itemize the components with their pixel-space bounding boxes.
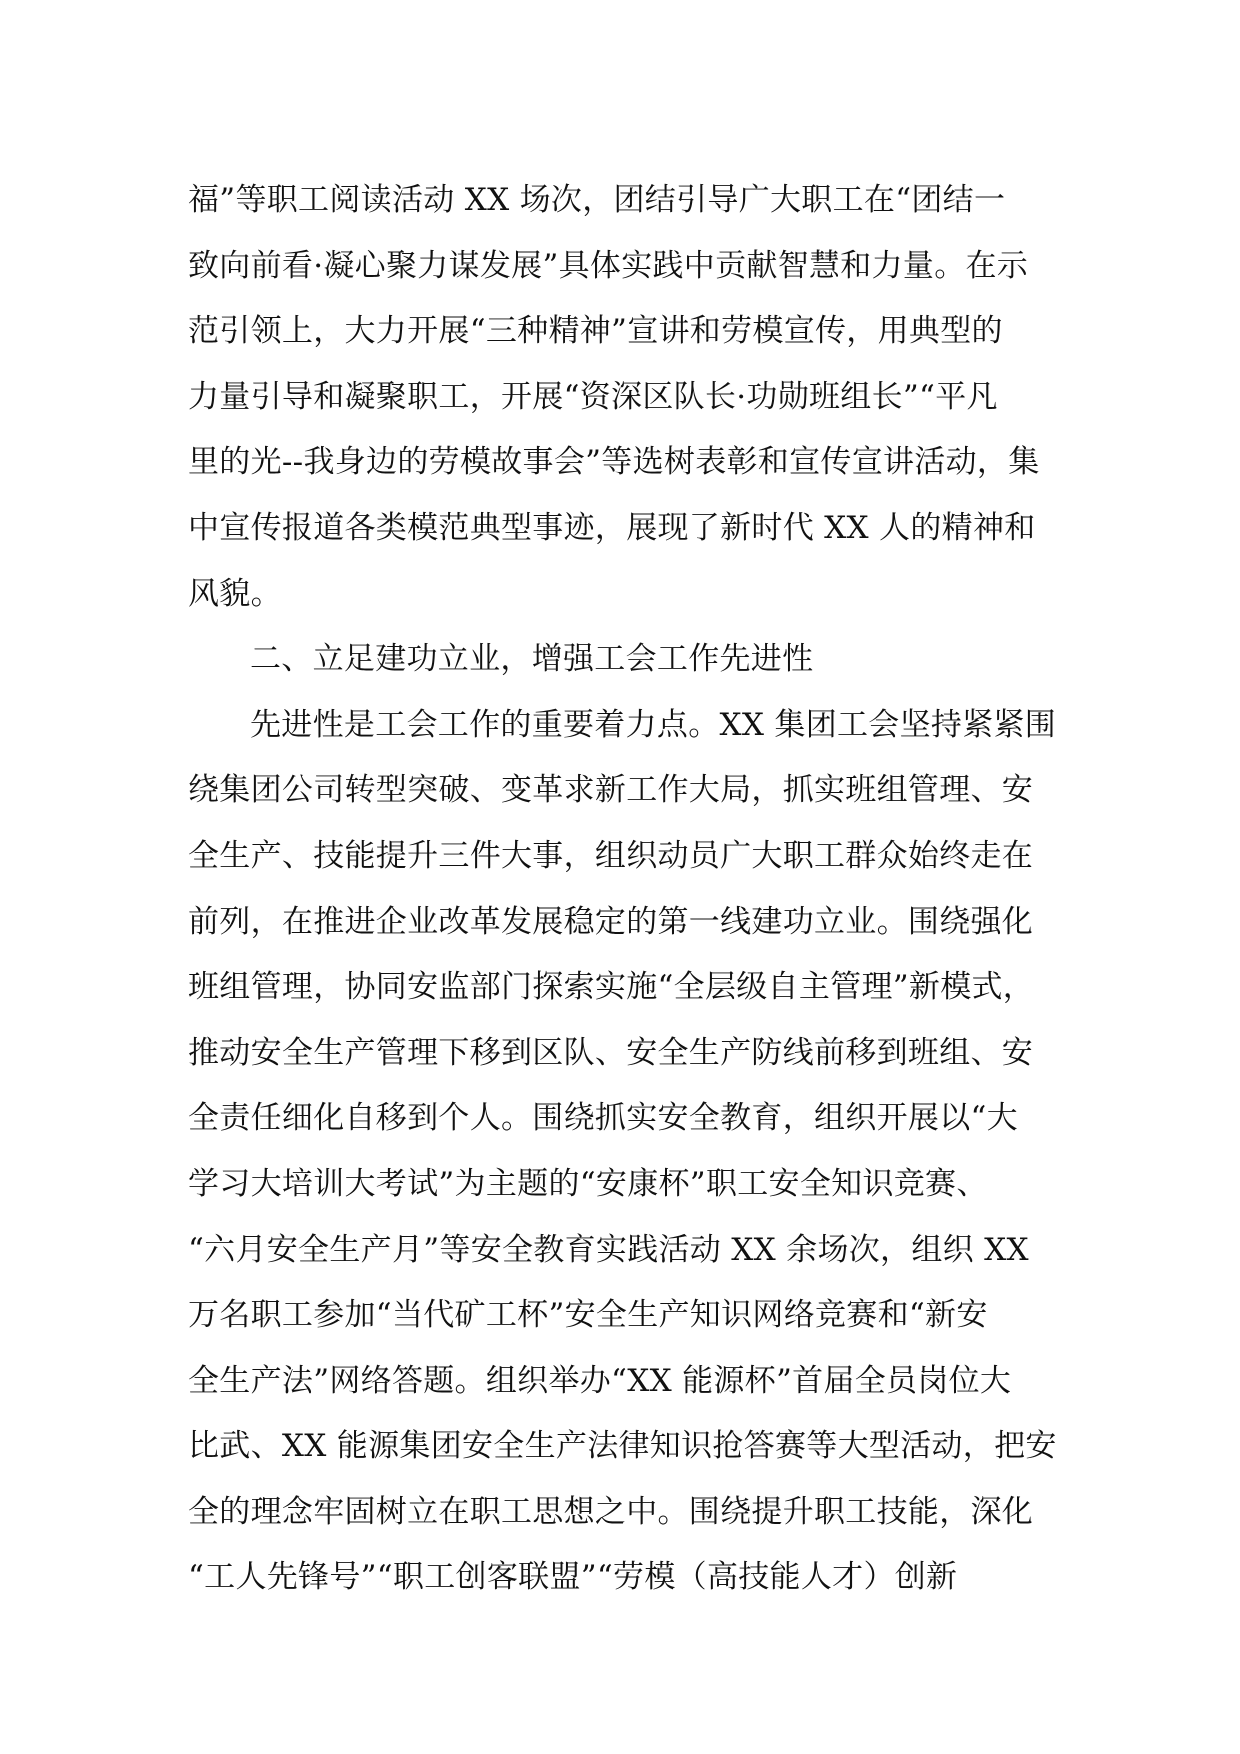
text-line: 万名职工参加“当代矿工杯”安全生产知识网络竞赛和“新安 bbox=[188, 1297, 988, 1334]
text-line: 学习大培训大考试”为主题的“安康杯”职工安全知识竞赛、 bbox=[188, 1165, 988, 1202]
text-line: 风貌。 bbox=[188, 575, 282, 612]
text-line: 全的理念牢固树立在职工思想之中。围绕提升职工技能，深化 bbox=[188, 1493, 1034, 1530]
paragraph-first-line: 先进性是工会工作的重要着力点。XX 集团工会坚持紧紧围 bbox=[250, 706, 1057, 743]
text-line: 比武、XX 能源集团安全生产法律知识抢答赛等大型活动，把安 bbox=[188, 1428, 1057, 1465]
text-line: 全生产、技能提升三件大事，组织动员广大职工群众始终走在 bbox=[188, 837, 1034, 874]
text-line: 全责任细化自移到个人。围绕抓实安全教育，组织开展以“大 bbox=[188, 1100, 1018, 1137]
text-line: 绕集团公司转型突破、变革求新工作大局，抓实班组管理、安 bbox=[188, 772, 1034, 809]
text-line: 全生产法”网络答题。组织举办“XX 能源杯”首届全员岗位大 bbox=[188, 1362, 1012, 1399]
text-line: “六月安全生产月”等安全教育实践活动 XX 余场次，组织 XX bbox=[188, 1231, 1029, 1268]
text-line: 力量引导和凝聚职工，开展“资深区队长·功勋班组长”“平凡 bbox=[188, 378, 998, 415]
text-line: “工人先锋号”“职工创客联盟”“劳模（高技能人才）创新 bbox=[188, 1559, 958, 1596]
text-line: 班组管理，协同安监部门探索实施“全层级自主管理”新模式， bbox=[188, 969, 1035, 1006]
section-heading: 二、立足建功立业，增强工会工作先进性 bbox=[250, 641, 814, 678]
text-line: 前列，在推进企业改革发展稳定的第一线建功立业。围绕强化 bbox=[188, 903, 1034, 940]
text-line: 推动安全生产管理下移到区队、安全生产防线前移到班组、安 bbox=[188, 1034, 1034, 1071]
text-line: 中宣传报道各类模范典型事迹，展现了新时代 XX 人的精神和 bbox=[188, 509, 1036, 546]
text-line: 福”等职工阅读活动 XX 场次，团结引导广大职工在“团结一 bbox=[188, 182, 1006, 218]
text-line: 范引领上，大力开展“三种精神”宣讲和劳模宣传，用典型的 bbox=[188, 313, 1003, 350]
text-line: 致向前看·凝心聚力谋发展”具体实践中贡献智慧和力量。在示 bbox=[188, 247, 1029, 284]
text-line: 里的光--我身边的劳模故事会”等选树表彰和宣传宣讲活动，集 bbox=[188, 444, 1040, 481]
body-text bbox=[188, 168, 1088, 1611]
